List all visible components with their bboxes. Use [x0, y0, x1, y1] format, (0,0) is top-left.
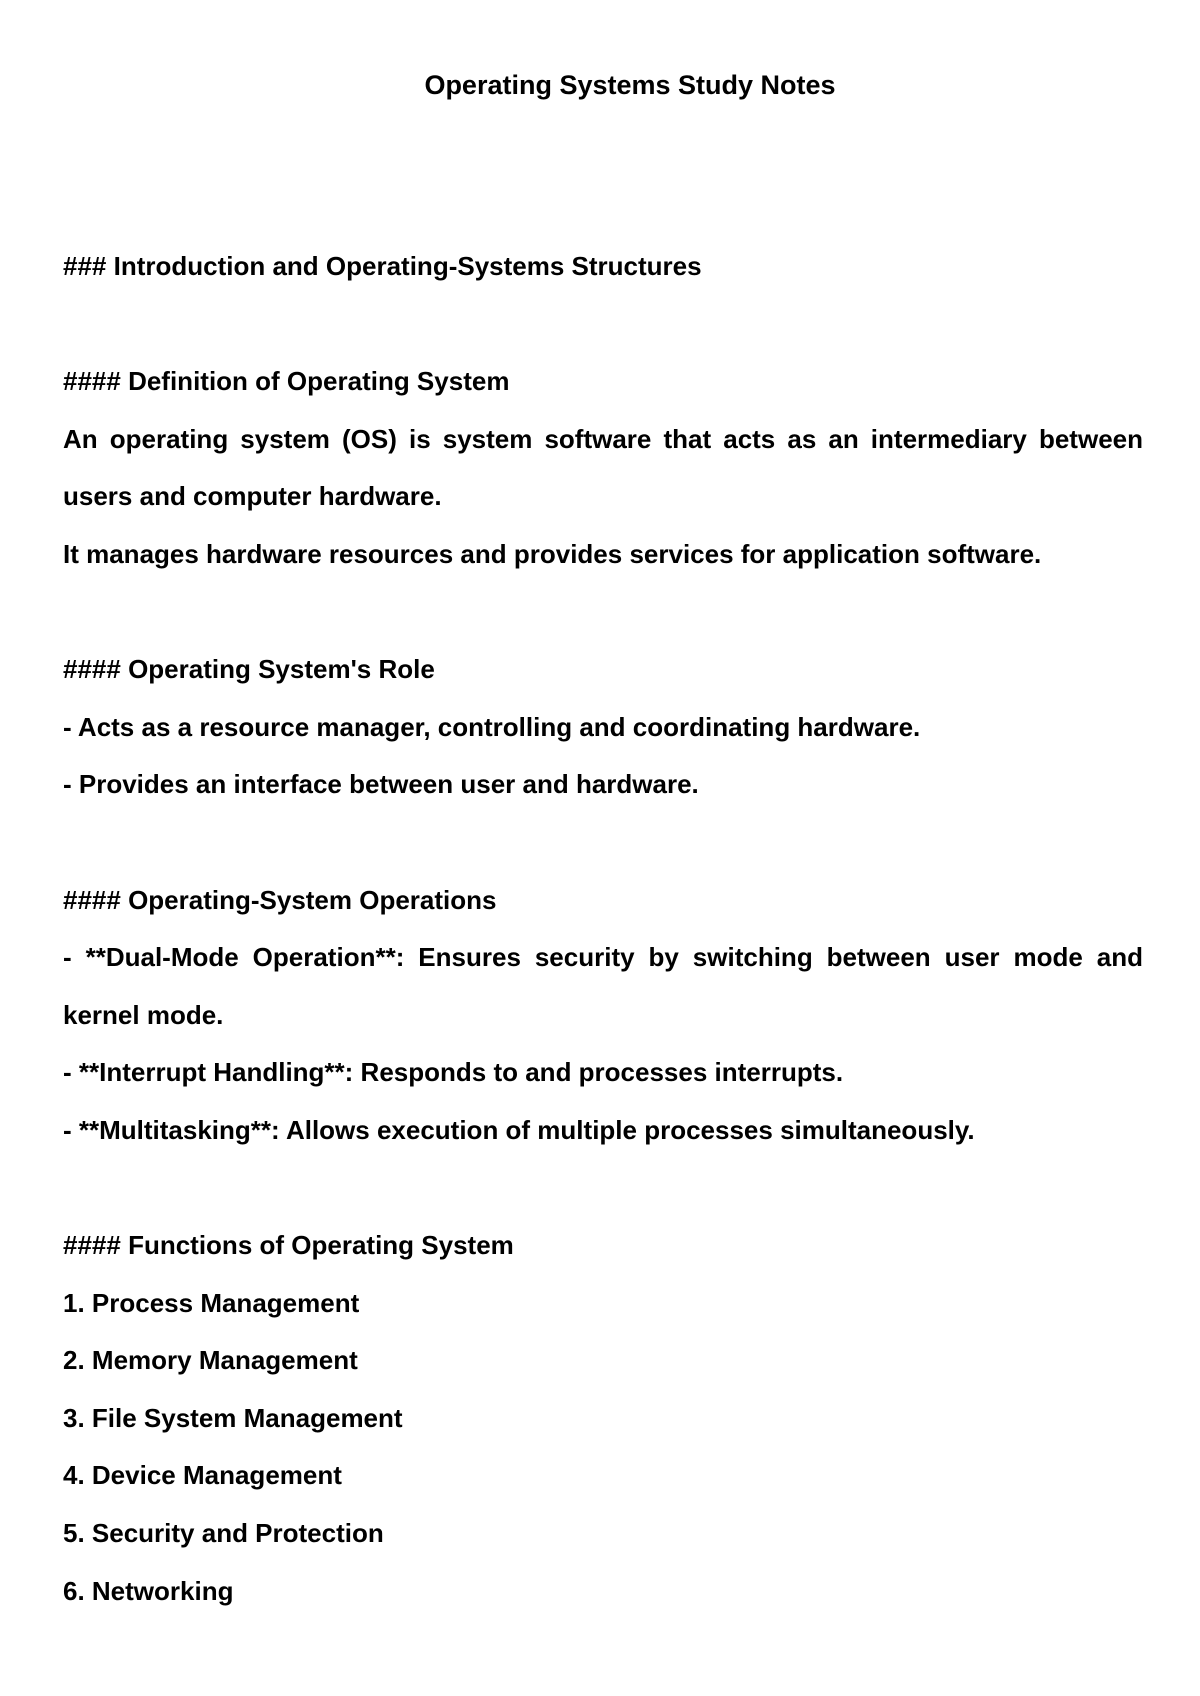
list-item: 4. Device Management [63, 1460, 342, 1491]
spacer [63, 296, 1143, 354]
spacer [63, 584, 1143, 642]
section-heading: ### Introduction and Operating-Systems Structures [63, 251, 702, 281]
list-item: 6. Networking [63, 1575, 234, 1606]
role-heading: #### Operating System's Role [63, 654, 435, 685]
list-item: 1. Process Management [63, 1287, 360, 1318]
spacer [63, 814, 1143, 872]
list-item: 5. Security and Protection [63, 1518, 384, 1549]
list-item: - Provides an interface between user and hardware. [63, 769, 699, 800]
functions-heading: #### Functions of Operating System [63, 1230, 514, 1261]
definition-paragraph: It manages hardware resources and provides services for application software. [63, 538, 1042, 569]
list-item: - **Multitasking**: Allows execution of multiple processes simultaneously. [63, 1114, 975, 1145]
document-body [63, 238, 1143, 1620]
definition-heading: #### Definition of Operating System [63, 366, 510, 397]
list-item: - **Interrupt Handling**: Responds to and processes interrupts. [63, 1057, 844, 1088]
operations-heading: #### Operating-System Operations [63, 884, 497, 915]
document-title: Operating Systems Study Notes [424, 70, 836, 100]
list-item: - Acts as a resource manager, controlling and coordinating hardware. [63, 711, 921, 742]
list-item: - **Dual-Mode Operation**: Ensures security by switching between user mode and kernel mode. [63, 942, 1143, 1030]
definition-paragraph: An operating system (OS) is system software that acts as an intermediary between users and computer hardware. [63, 423, 1143, 512]
spacer [63, 1160, 1143, 1218]
list-item: 3. File System Management [63, 1402, 403, 1433]
list-item: 2. Memory Management [63, 1345, 358, 1376]
